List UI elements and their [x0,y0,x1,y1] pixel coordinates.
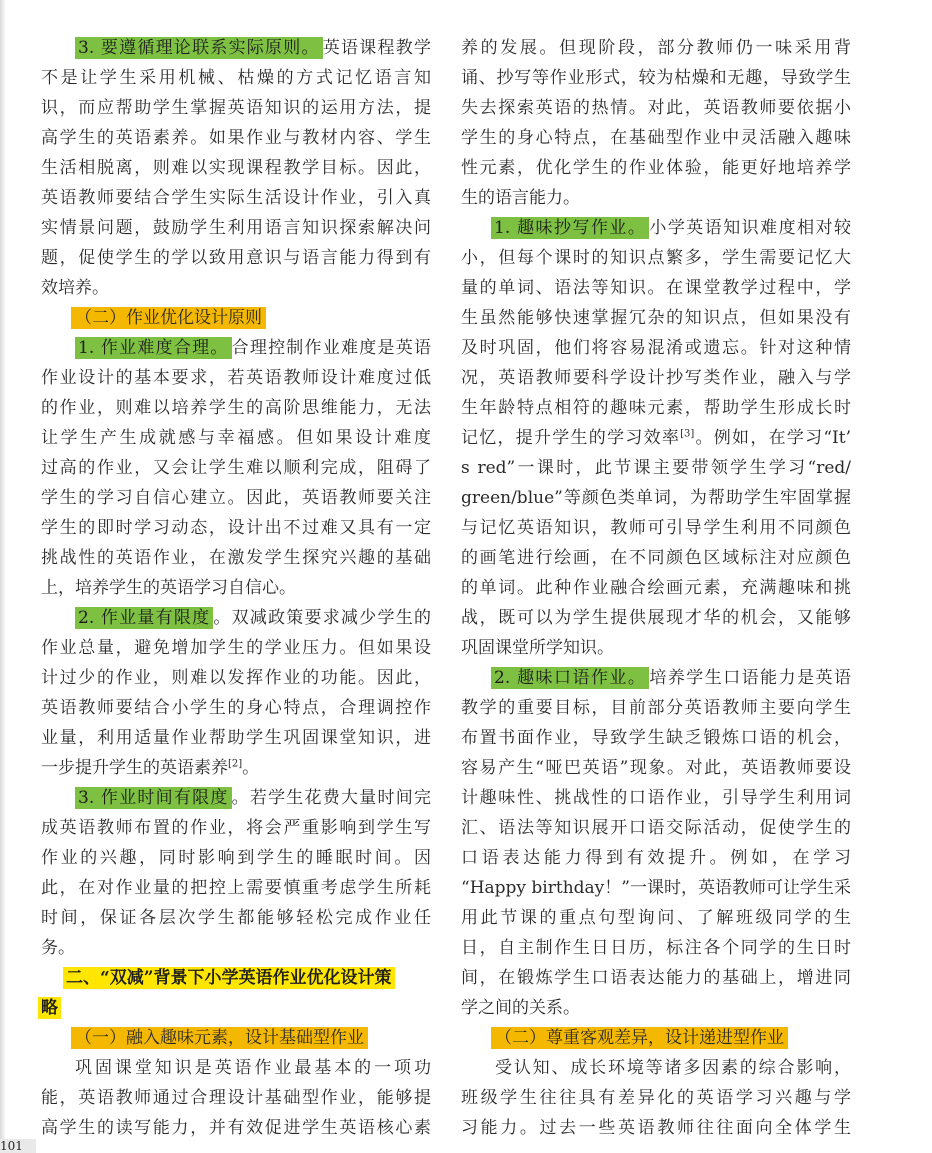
text-line: 3. 作业时间有限度 。若学生花费大量时间完 [41,783,431,813]
text-line: 诵、抄写等作业形式，较为枯燥和无趣，导致学生 [461,68,851,88]
page-edge-shadow [0,0,6,1153]
text-line: 日，自主制作生日日历，标注各个同学的生日时 [461,938,851,958]
right-column [461,33,851,1143]
text-line: 的画笔进行绘画，在不同颜色区域标注对应颜色 [461,548,851,568]
text-line: 记忆，提升学生的学习效率[3]。例如，在学习“It’ [461,428,851,448]
text-line: 过高的作业，又会让学生难以顺利完成，阻碍了 [41,458,431,478]
text-line: 生年龄特点相符的趣味元素，帮助学生形成长时 [461,398,851,418]
text-line: 英语教师要结合小学生的身心特点，合理调控作 [41,698,431,718]
text-line: 巩固课堂所学知识。 [461,638,614,658]
text-line: 3. 要遵循理论联系实际原则。 英语课程教学 [41,33,431,63]
text-line: 容易产生“哑巴英语”现象。对此，英语教师要设 [461,758,851,778]
text-line: 高学生的英语素养。如果作业与教材内容、学生 [41,128,431,148]
text-line: 巩固课堂知识是英语作业最基本的一项功 [75,1058,431,1078]
text-line: 2. 作业量有限度 。双减政策要求减少学生的 [41,603,431,633]
text-line: 汇、语法等知识展开口语交际活动，促使学生的 [461,818,851,838]
text-line: 及时巩固，他们将容易混淆或遗忘。针对这种情 [461,338,851,358]
text-line: 量的单词、语法等知识。在课堂教学过程中，学 [461,278,851,298]
text-line: 与记忆英语知识，教师可引导学生利用不同颜色 [461,518,851,538]
citation: [2] [228,758,243,770]
text-line: 学生的学习自信心建立。因此，英语教师要关注 [41,488,431,508]
text-line: 生的语言能力。 [461,188,580,208]
text-line: 让学生产生成就感与幸福感。但如果设计难度 [41,428,431,448]
text-line: s red”一课时，此节课主要带领学生学习“red/ [461,458,851,478]
text-line: 能，英语教师通过合理设计基础型作业，能够提 [41,1088,431,1108]
text-line: 高学生的读写能力，并有效促进学生英语核心素 [41,1118,431,1138]
copy-homework-heading: 1. 趣味抄写作业。 [491,217,649,239]
text-line: 效培养。 [41,278,109,298]
text-line: “Happy birthday！”一课时，英语教师可让学生采 [461,878,851,898]
text-line: 性元素，优化学生的作业体验，能更好地培养学 [461,158,851,178]
text-line: 的作业，则难以培养学生的高阶思维能力，无法 [41,398,431,418]
text-line: 受认知、成长环境等诸多因素的综合影响， [495,1058,851,1078]
oral-homework-heading: 2. 趣味口语作业。 [491,667,649,689]
text-line: 的单词。此种作业融合绘画元素，充满趣味和挑 [461,578,851,598]
text-line: 用此节课的重点句型询问、了解班级同学的生 [461,908,851,928]
text-line: 时间，保证各层次学生都能够轻松完成作业任 [41,908,431,928]
principle-1-heading: 1. 作业难度合理。 [75,337,232,359]
text-line: 此，在对作业量的把控上需要慎重考虑学生所耗 [41,878,431,898]
text-line: 成英语教师布置的作业，将会严重影响到学生写 [41,818,431,838]
text-line: 习能力。过去一些英语教师往往面向全体学生 [461,1118,851,1138]
text-line: 失去探索英语的热情。对此，英语教师要依据小 [461,98,851,118]
text-line: 1. 作业难度合理。 合理控制作业难度是英语 [41,333,431,363]
text-line: 计过少的作业，则难以发挥作业的功能。因此， [41,668,431,688]
text-line: 识，而应帮助学生掌握英语知识的运用方法，提 [41,98,431,118]
text-line: 英语教师要结合学生实际生活设计作业，引入真 [41,188,431,208]
text-line: 不是让学生采用机械、枯燥的方式记忆语言知 [41,68,431,88]
text-line: 小，但每个课时的知识点繁多，学生需要记忆大 [461,248,851,268]
sub-heading: （二）作业优化设计原则 [41,303,431,333]
text-line: 口语表达能力得到有效提升。例如，在学习 [461,848,851,868]
text-line: 战，既可以为学生提供展现才华的机会，又能够 [461,608,851,628]
text-line: 作业的兴趣，同时影响到学生的睡眠时间。因 [41,848,431,868]
text-line: 学生的即时学习动态，设计出不过难又具有一定 [41,518,431,538]
text-line: 教学的重要目标，目前部分英语教师主要向学生 [461,698,851,718]
text-line: 班级学生往往具有差异化的英语学习兴趣与学 [461,1088,851,1108]
section-title: 略 [38,993,431,1023]
page-number: 101 [0,1139,36,1153]
text-line: 题，促使学生的学以致用意识与语言能力得到有 [41,248,431,268]
text-line: 生活相脱离，则难以实现课程教学目标。因此， [41,158,431,178]
text-line: green/blue”等颜色类单词，为帮助学生牢固掌握 [461,488,851,508]
text-line: 况，英语教师要科学设计抄写类作业，融入与学 [461,368,851,388]
text-line: 实情景问题，鼓励学生利用语言知识探索解决问 [41,218,431,238]
text-line: 间，在锻炼学生口语表达能力的基础上，增进同 [461,968,851,988]
text-line: 作业总量，避免增加学生的学业压力。但如果设 [41,638,431,658]
text-line: 一步提升学生的英语素养[2]。 [41,758,260,778]
text-line: 布置书面作业，导致学生缺乏锻炼口语的机会， [461,728,851,748]
left-column [41,33,431,1143]
principle-3b-heading: 3. 作业时间有限度 [75,787,232,809]
text-line: 1. 趣味抄写作业。 小学英语知识难度相对较 [461,213,851,243]
text-line: 上，培养学生的英语学习自信心。 [41,578,296,598]
text-line: 生虽然能够快速掌握冗杂的知识点，但如果没有 [461,308,851,328]
principle-2-heading: 2. 作业量有限度 [75,607,213,629]
text-line: 2. 趣味口语作业。 培养学生口语能力是英语 [461,663,851,693]
sub-heading: （一）融入趣味元素，设计基础型作业 [41,1023,431,1053]
sub-heading: （二）尊重客观差异，设计递进型作业 [461,1023,851,1053]
citation: [3] [680,428,695,440]
principle-3-heading: 3. 要遵循理论联系实际原则。 [75,37,323,59]
text-line: 作业设计的基本要求，若英语教师设计难度过低 [41,368,431,388]
text-line: 务。 [41,938,75,958]
text-line: 学之间的关系。 [461,998,580,1018]
text-line: 学生的身心特点，在基础型作业中灵活融入趣味 [461,128,851,148]
text-line: 养的发展。但现阶段，部分教师仍一味采用背 [461,38,851,58]
text-line: 挑战性的英语作业，在激发学生探究兴趣的基础 [41,548,431,568]
text-line: 业量，利用适量作业帮助学生巩固课堂知识，进 [41,728,431,748]
section-title: 二、“双减”背景下小学英语作业优化设计策 [41,963,431,993]
text-line: 计趣味性、挑战性的口语作业，引导学生利用词 [461,788,851,808]
